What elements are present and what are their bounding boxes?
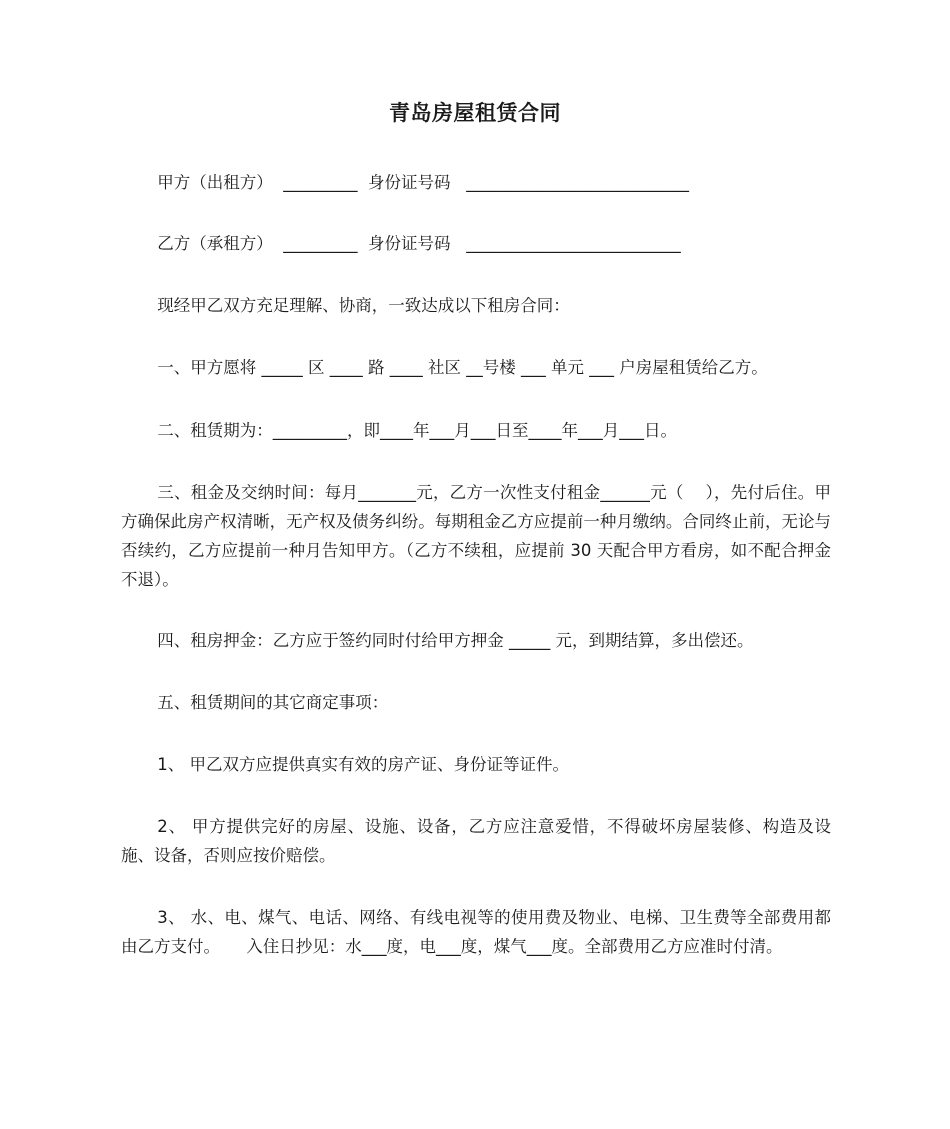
party-b-line: 乙方（承租方） _________ 身份证号码 __________________________: [157, 234, 681, 253]
clause-3: 三、租金及交纳时间：每月_______元，乙方一次性支付租金______元（ ），先付后住。甲方确保此房产权清晰，无产权及债务纠纷。每期租金乙方应提前一种月缴纳。合同终止前，无论与否续约，乙方应提前一种月告知甲方。（乙方不续租，应提前 30 天配合甲方看房，如不配合押金不退）。: [121, 483, 831, 589]
intro-paragraph: 现经甲乙双方充足理解、协商，一致达成以下租房合同：: [157, 296, 570, 315]
party-a-line: 甲方（出租方） _________ 身份证号码 ___________________________: [157, 173, 690, 192]
item-3: 3、 水、电、煤气、电话、网络、有线电视等的使用费及物业、电梯、卫生费等全部费用都由乙方支付。 入住日抄见：水___度，电___度，煤气___度。全部费用乙方应准时付清。: [121, 908, 831, 956]
document-title: 青岛房屋租赁合同: [389, 101, 561, 125]
item-1: 1、 甲乙双方应提供真实有效的房产证、身份证等证件。: [157, 755, 570, 774]
item-2: 2、 甲方提供完好的房屋、设施、设备，乙方应注意爱惜，不得破坏房屋装修、构造及设施、设备，否则应按价赔偿。: [121, 817, 831, 865]
clause-4: 四、租房押金：乙方应于签约同时付给甲方押金 _____ 元，到期结算，多出偿还。: [157, 631, 754, 650]
clause-1: 一、甲方愿将 _____ 区 ____ 路 ____ 社区 __号楼 ___ 单元 ___ 户房屋租赁给乙方。: [157, 358, 768, 377]
clause-5: 五、租赁期间的其它商定事项：: [157, 693, 389, 712]
clause-2: 二、租赁期为：_________，即____年___月___日至____年___月___日。: [157, 421, 678, 440]
